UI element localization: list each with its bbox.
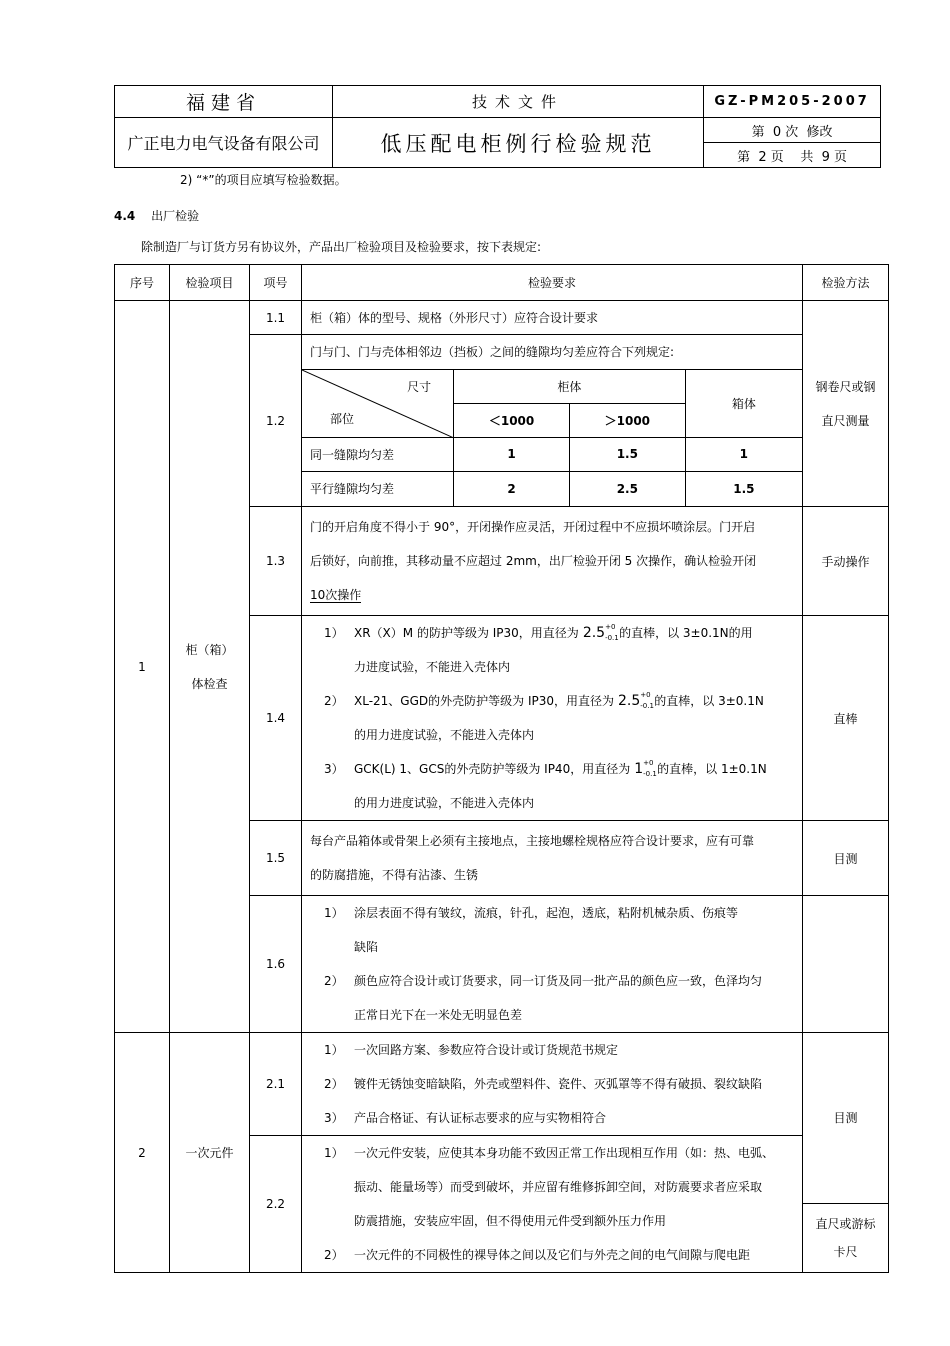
text: 防震措施，安装应牢固，但不得使用元件受到额外压力作用 <box>354 1214 667 1228</box>
section-heading <box>114 207 199 224</box>
gap-subtable <box>302 335 802 506</box>
item-num: 1） <box>324 1043 344 1057</box>
method-manual: 手动操作 <box>803 507 889 616</box>
tol-upper: +0 <box>640 691 651 699</box>
col-code: 项号 <box>250 265 302 301</box>
line: 后锁好，向前推，其移动量不应超过 2mm，出厂检验开闭 5 次操作，确认检验开闭 <box>310 554 757 568</box>
method-visual-2: 目测 <box>803 1033 889 1204</box>
method-gap: 钢卷尺或钢直尺测量 <box>803 301 889 507</box>
province: 福建省 <box>115 86 333 118</box>
text: GCK(L) 1、GCS的外壳防护等级为 IP40，用直径为 <box>354 762 631 776</box>
diameter: 1 <box>634 761 644 777</box>
req-1-1: 柜（箱）体的型号、规格（外形尺寸）应符合设计要求 <box>302 301 803 335</box>
req-1-5 <box>302 821 803 896</box>
tol-lower: -0.1 <box>640 702 654 710</box>
val: 1.5 <box>569 437 685 471</box>
code-2-1: 2.1 <box>250 1033 302 1136</box>
diameter: 2.5 <box>582 625 606 641</box>
line: 门的开启角度不得小于 90°，开闭操作应灵活，开闭过程中不应损坏喷涂层。门开启 <box>310 520 756 534</box>
group1-item: 柜（箱）体检查 <box>170 301 250 1033</box>
text: 缺陷 <box>354 940 379 954</box>
req-1-4 <box>302 616 803 821</box>
text: 镀件无锈蚀变暗缺陷，外壳或塑料件、瓷件、灭弧罩等不得有破损、裂纹缺陷 <box>354 1077 763 1091</box>
gap-intro: 门与门、门与壳体相邻边（挡板）之间的缝隙均匀差应符合下列规定: <box>302 335 802 369</box>
cabinet-header: 柜体 <box>454 369 686 403</box>
diag-header <box>302 369 454 437</box>
diameter: 2.5 <box>618 693 641 709</box>
col-req: 检验要求 <box>302 265 803 301</box>
text: 的用力进度试验，不能进入壳体内 <box>354 796 535 810</box>
size-gt-1000: ＞1000 <box>569 403 685 437</box>
val: 2 <box>454 471 570 506</box>
text: XR（X）M 的防护等级为 IP30，用直径为 <box>354 626 579 640</box>
section-title: 出厂检验 <box>151 209 200 223</box>
val: 1 <box>685 437 802 471</box>
code-1-2: 1.2 <box>250 335 302 507</box>
inspection-table <box>114 264 889 1273</box>
text: 一次元件的不同极性的裸导体之间以及它们与外壳之间的电气间隙与爬电距 <box>354 1248 751 1262</box>
document-header <box>114 85 881 168</box>
item-num: 2） <box>324 694 344 708</box>
code-1-5: 1.5 <box>250 821 302 896</box>
box-header: 箱体 <box>685 369 802 437</box>
method-rod: 直棒 <box>803 616 889 821</box>
req-1-3 <box>302 507 803 616</box>
intro-text: 除制造厂与订货方另有协议外，产品出厂检验项目及检验要求，按下表规定: <box>141 240 542 254</box>
diag-part: 部位 <box>330 411 355 426</box>
req-2-1 <box>302 1033 803 1136</box>
tol-upper: +0 <box>643 759 654 767</box>
req-2-2 <box>302 1136 803 1273</box>
group2-item: 一次元件 <box>170 1033 250 1273</box>
code-1-4: 1.4 <box>250 616 302 821</box>
item-num: 3） <box>324 762 344 776</box>
row-same-gap: 同一缝隙均匀差 <box>302 437 454 471</box>
text: XL-21、GGD的外壳防护等级为 IP30，用直径为 <box>354 694 614 708</box>
text: 产品合格证、有认证标志要求的应与实物相符合 <box>354 1111 607 1125</box>
item-num: 2） <box>324 1248 344 1262</box>
val: 1 <box>454 437 570 471</box>
text: 振动、能量场等）而受到破坏，并应留有维修拆卸空间，对防震要求者应采取 <box>354 1180 763 1194</box>
diagonal-line <box>302 370 454 438</box>
col-method: 检验方法 <box>803 265 889 301</box>
text: 一次元件安装，应使其本身功能不致因正常工作出现相互作用（如：热、电弧、 <box>354 1146 775 1160</box>
doc-code: GZ-PM205-2007 <box>704 86 881 118</box>
text: 的直棒，以 1±0.1N <box>657 762 767 776</box>
item-num: 3） <box>324 1111 344 1125</box>
col-item: 检验项目 <box>170 265 250 301</box>
method-empty <box>803 896 889 1033</box>
diag-size: 尺寸 <box>407 379 432 394</box>
text: 的直棒，以 3±0.1N的用 <box>619 626 753 640</box>
text: 的直棒，以 3±0.1N <box>654 694 764 708</box>
line: 的防腐措施，不得有沾漆、生锈 <box>310 868 479 882</box>
text: 正常日光下在一米处无明显色差 <box>354 1008 523 1022</box>
text: 一次回路方案、参数应符合设计或订货规范书规定 <box>354 1043 619 1057</box>
tol-lower: -0.1 <box>643 770 657 778</box>
doc-type: 技术文件 <box>332 86 703 118</box>
text: 涂层表面不得有皱纹，流痕，针孔，起泡，透底，粘附机械杂质、伤痕等 <box>354 906 739 920</box>
val: 1.5 <box>685 471 802 506</box>
item-num: 2） <box>324 974 344 988</box>
line: 每台产品箱体或骨架上必须有主接地点，主接地螺栓规格应符合设计要求，应有可靠 <box>310 834 755 848</box>
company-name: 广正电力电气设备有限公司 <box>115 118 333 168</box>
item-num: 2） <box>324 1077 344 1091</box>
code-1-3: 1.3 <box>250 507 302 616</box>
group2-no: 2 <box>115 1033 170 1273</box>
page-number: 第 2 页 共 9 页 <box>704 143 881 168</box>
tol-lower: -0.1 <box>605 634 619 642</box>
revision: 第 0 次 修改 <box>704 118 881 143</box>
col-no: 序号 <box>115 265 170 301</box>
line: 10次操作 <box>310 588 362 602</box>
section-number: 4.4 <box>114 209 136 223</box>
item-num: 1） <box>324 906 344 920</box>
method-visual: 目测 <box>803 821 889 896</box>
val: 2.5 <box>569 471 685 506</box>
code-1-6: 1.6 <box>250 896 302 1033</box>
method-caliper: 直尺或游标卡尺 <box>803 1203 889 1272</box>
code-1-1: 1.1 <box>250 301 302 335</box>
text: 的用力进度试验，不能进入壳体内 <box>354 728 535 742</box>
req-1-2 <box>302 335 803 507</box>
text: 颜色应符合设计或订货要求，同一订货及同一批产品的颜色应一致，色泽均匀 <box>354 974 763 988</box>
group1-no: 1 <box>115 301 170 1033</box>
code-2-2: 2.2 <box>250 1136 302 1273</box>
item-num: 1） <box>324 1146 344 1160</box>
row-parallel-gap: 平行缝隙均匀差 <box>302 471 454 506</box>
text: 力进度试验，不能进入壳体内 <box>354 660 511 674</box>
item-num: 1） <box>324 626 344 640</box>
req-1-6 <box>302 896 803 1033</box>
note-line: 2) “*”的项目应填写检验数据。 <box>180 173 347 187</box>
doc-title: 低压配电柜例行检验规范 <box>332 118 703 168</box>
size-lt-1000: ＜1000 <box>454 403 570 437</box>
tol-upper: +0 <box>605 623 616 631</box>
